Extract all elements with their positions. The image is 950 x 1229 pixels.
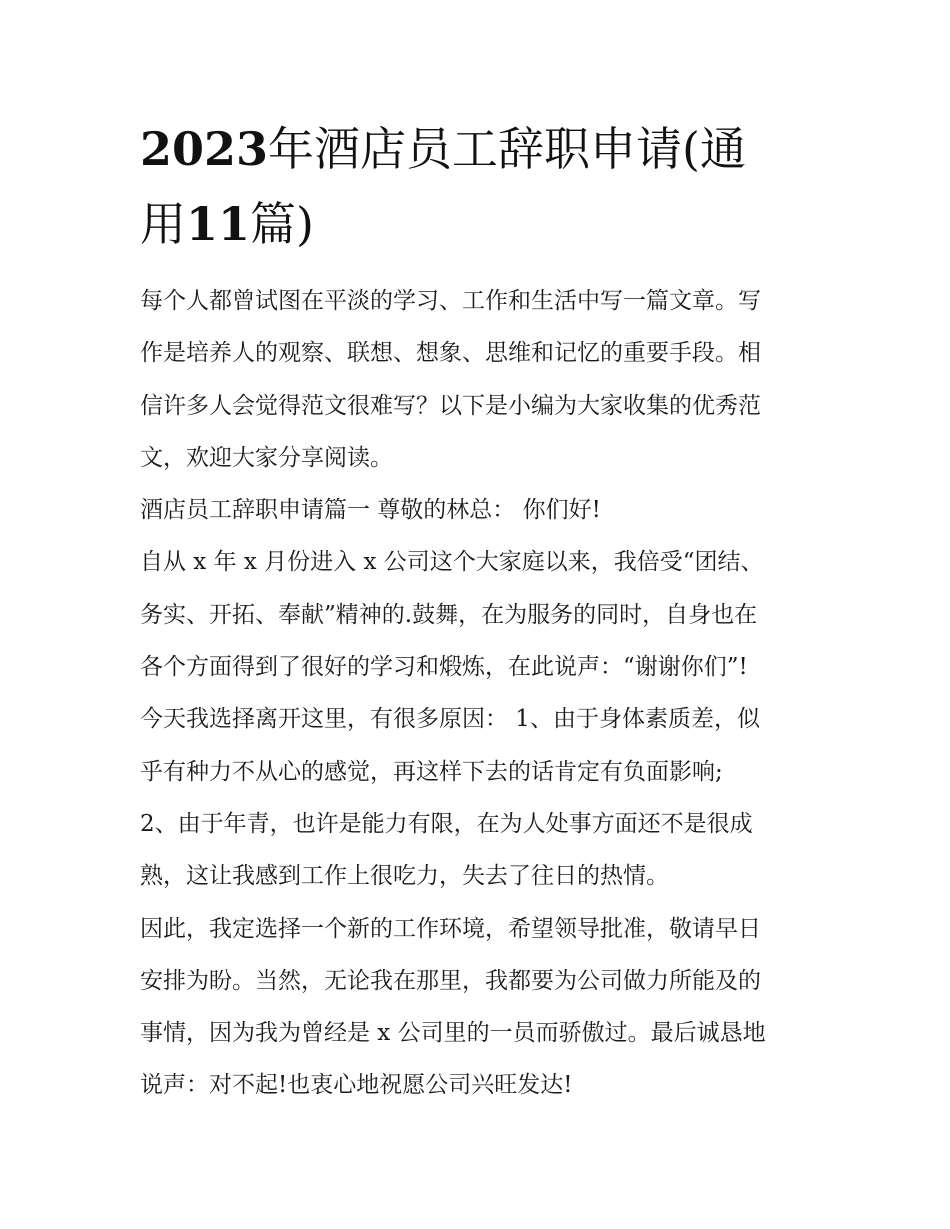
title-text-2: 用 <box>140 197 186 251</box>
title-count: 11 <box>186 197 251 251</box>
body-line-2: 作是培养人的观察、联想、想象、思维和记忆的重要手段。相 <box>140 340 761 367</box>
body-line-10: 乎有种力不从心的感觉，再这样下去的话肯定有负面影响; <box>140 758 723 785</box>
body-line-3: 信许多人会觉得范文很难写？以下是小编为大家收集的优秀范 <box>140 392 761 419</box>
body-line-15: 事情，因为我为曾经是 x 公司里的一员而骄傲过。最后诚恳地 <box>140 1020 766 1047</box>
body-line-11: 2、由于年青，也许是能力有限，在为人处事方面还不是很成 <box>140 810 753 837</box>
document-body <box>140 275 820 1112</box>
title-text-1: 年酒店员工辞职申请(通 <box>268 122 746 176</box>
body-line-1: 每个人都曾试图在平淡的学习、工作和生活中写一篇文章。写 <box>140 288 761 314</box>
body-line-6: 自从 x 年 x 月份进入 x 公司这个大家庭以来，我倍受“团结、 <box>140 549 764 576</box>
body-line-14: 安排为盼。当然，无论我在那里，我都要为公司做力所能及的 <box>140 967 761 994</box>
body-line-7: 务实、开拓、奉献”精神的.鼓舞，在为服务的同时，自身也在 <box>140 601 758 628</box>
document-title <box>140 112 820 262</box>
title-year: 2023 <box>140 122 269 176</box>
title-text-3: 篇) <box>250 197 314 251</box>
body-line-13: 因此，我定选择一个新的工作环境，希望领导批准，敬请早日 <box>140 915 761 942</box>
body-line-8: 各个方面得到了很好的学习和煅炼，在此说声：“谢谢你们”! <box>140 654 748 681</box>
body-line-5: 酒店员工辞职申请篇一 尊敬的林总： 你们好! <box>140 497 601 524</box>
body-line-9: 今天我选择离开这里，有很多原因： 1、由于身体素质差，似 <box>140 706 760 733</box>
body-line-4: 文，欢迎大家分享阅读。 <box>140 444 393 471</box>
body-line-12: 熟，这让我感到工作上很吃力，失去了往日的热情。 <box>140 863 669 890</box>
body-line-16: 说声：对不起!也衷心地祝愿公司兴旺发达! <box>140 1072 573 1099</box>
